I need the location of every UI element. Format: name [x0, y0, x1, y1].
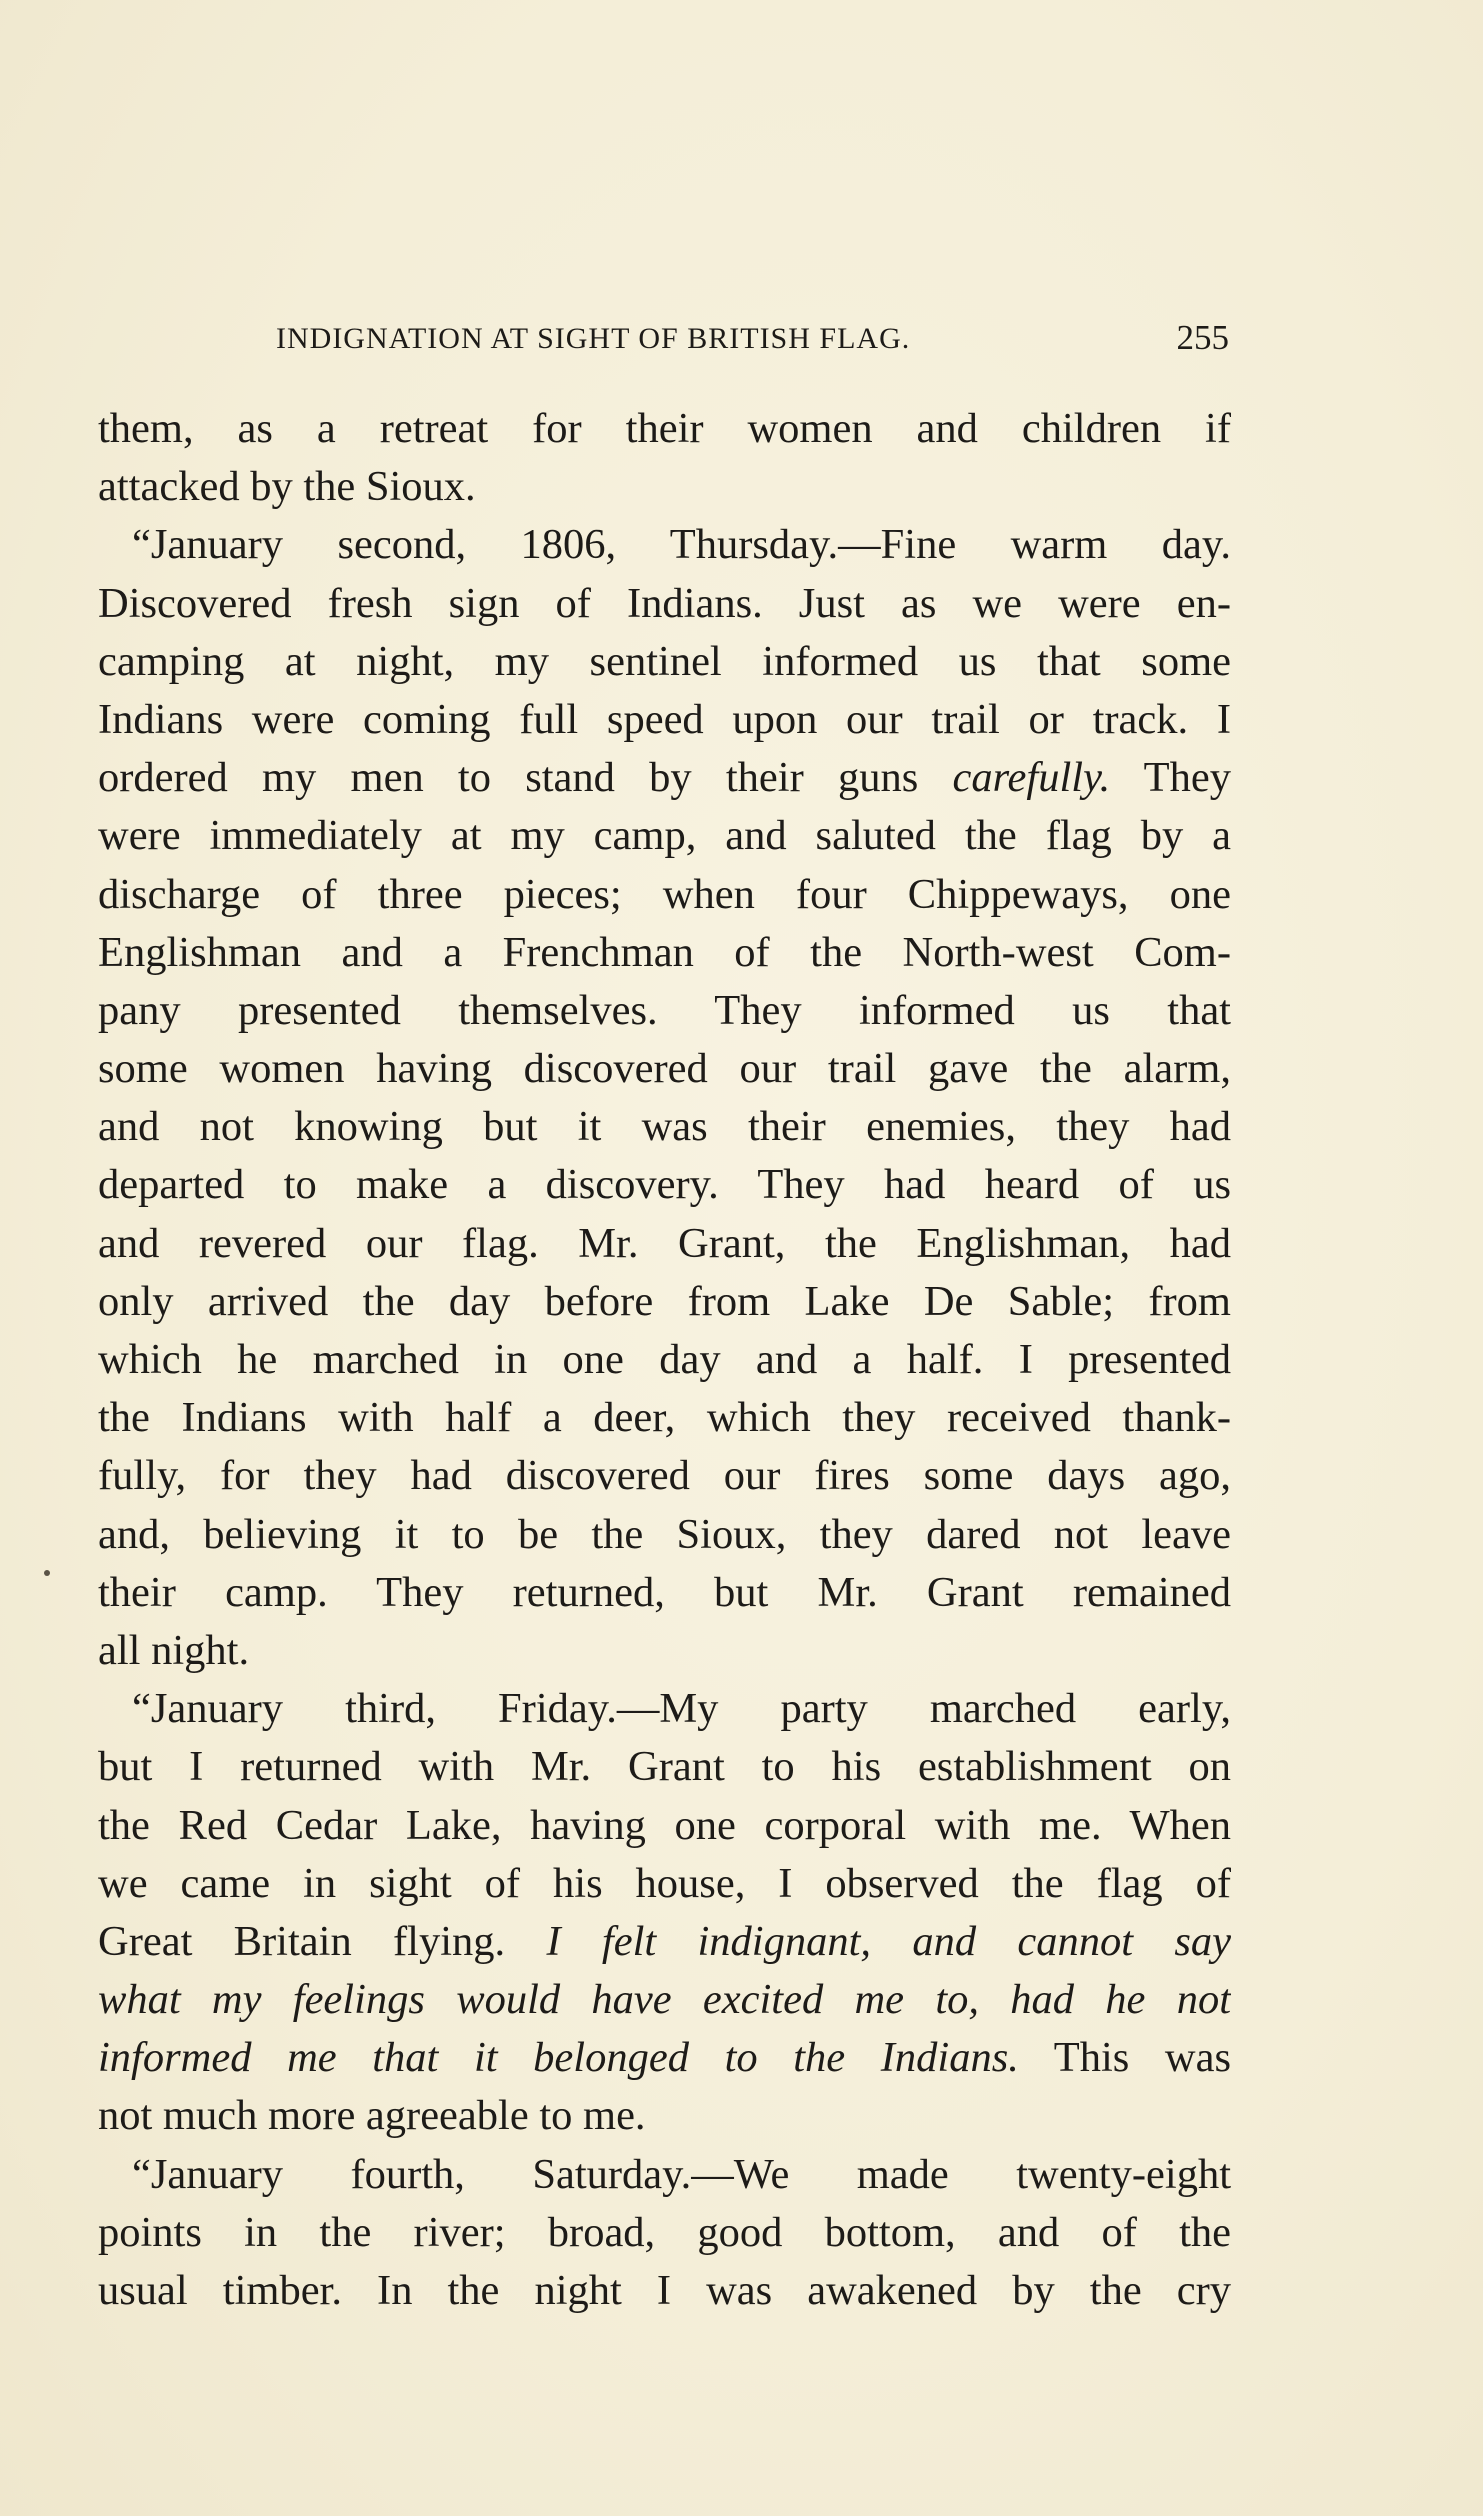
text-line: “January second, 1806, Thursday.—Fine warm day.: [132, 521, 1231, 569]
text-line: “January fourth, Saturday.—We made twenty-eight: [132, 2150, 1231, 2198]
text-line: were immediately at my camp, and saluted the flag by a: [98, 812, 1231, 860]
text-line: Englishman and a Frenchman of the North-west Com-: [98, 928, 1231, 976]
italic-segment: informed me that it belonged to the Indians.: [98, 2034, 1019, 2082]
text-line: fully, for they had discovered our fires some days ago,: [98, 1452, 1231, 1500]
text-line: the Indians with half a deer, which they received thank-: [98, 1394, 1231, 1442]
text-line: the Red Cedar Lake, having one corporal with me. When: [98, 1801, 1231, 1849]
text-line: camping at night, my sentinel informed us that some: [98, 637, 1231, 685]
text-line: [98, 2029, 1231, 2087]
text-line: “January third, Friday.—My party marched early,: [132, 1685, 1231, 1733]
italic-segment: I felt indignant, and cannot say: [546, 1917, 1231, 1965]
text-line: discharge of three pieces; when four Chippeways, one: [98, 870, 1231, 918]
text-line: departed to make a discovery. They had heard of us: [98, 1161, 1231, 1209]
margin-mark: [44, 1570, 50, 1576]
text-line: only arrived the day before from Lake De Sable; from: [98, 1277, 1231, 1325]
text-line: we came in sight of his house, I observed the flag of: [98, 1859, 1231, 1907]
text-line: pany presented themselves. They informed us that: [98, 986, 1231, 1034]
text-segment: ordered my men to stand by their guns: [98, 754, 953, 802]
text-line: and, believing it to be the Sioux, they dared not leave: [98, 1510, 1231, 1558]
text-line: usual timber. In the night I was awakened by the cry: [98, 2267, 1231, 2314]
text-line: all night.: [98, 1626, 250, 1674]
italic-segment: carefully.: [952, 754, 1111, 802]
text-line: [98, 1971, 1231, 2029]
italic-segment: what my feelings would have excited me to, had he not: [98, 1976, 1231, 2024]
text-line: Discovered fresh sign of Indians. Just as we were en-: [98, 579, 1231, 627]
text-line: attacked by the Sioux.: [98, 463, 476, 511]
text-line: and not knowing but it was their enemies, they had: [98, 1103, 1231, 1151]
text-segment: This was: [1018, 2034, 1231, 2082]
text-line: points in the river; broad, good bottom, and of the: [98, 2208, 1231, 2256]
text-line: which he marched in one day and a half. I presented: [98, 1336, 1231, 1383]
text-line: some women having discovered our trail gave the alarm,: [98, 1045, 1231, 1093]
page-number: 255: [1176, 318, 1229, 357]
text-line: but I returned with Mr. Grant to his establishment on: [98, 1743, 1231, 1791]
body-text: [98, 400, 1231, 2320]
running-head: [276, 318, 1229, 368]
text-line: and revered our flag. Mr. Grant, the Englishman, had: [98, 1219, 1231, 1267]
text-line: their camp. They returned, but Mr. Grant remained: [98, 1568, 1231, 1616]
text-line: them, as a retreat for their women and children if: [98, 405, 1231, 452]
running-head-title: INDIGNATION AT SIGHT OF BRITISH FLAG.: [276, 322, 911, 355]
text-line: Indians were coming full speed upon our trail or track. I: [98, 695, 1231, 743]
text-line: not much more agreeable to me.: [98, 2092, 646, 2140]
text-segment: Great Britain flying.: [98, 1917, 547, 1965]
text-segment: They: [1110, 754, 1231, 802]
text-line: [98, 749, 1231, 807]
text-line: [98, 1913, 1231, 1971]
